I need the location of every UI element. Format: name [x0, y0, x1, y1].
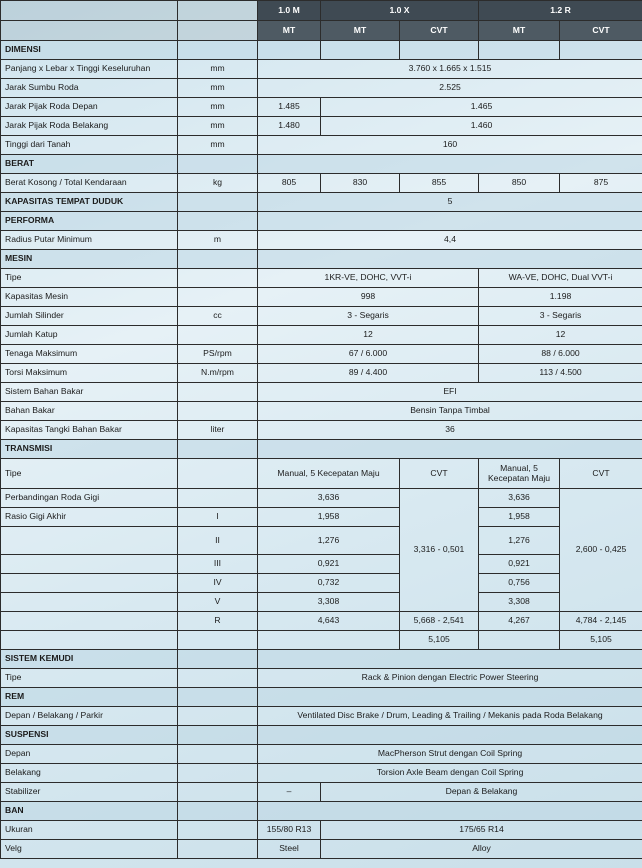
row-value: 1,276 — [258, 527, 400, 555]
row-value: 5 — [258, 193, 642, 212]
row-unit: mm — [178, 60, 258, 79]
table-row — [1, 783, 642, 802]
header-unit-corner — [178, 1, 258, 21]
row-value: 88 / 6.000 — [479, 345, 642, 364]
section-title: DIMENSI — [1, 41, 178, 60]
section-title: KAPASITAS TEMPAT DUDUK — [1, 193, 178, 212]
row-label: Belakang — [1, 764, 178, 783]
row-value: 1.465 — [321, 98, 642, 117]
table-row — [1, 527, 642, 555]
section-performa — [1, 212, 642, 231]
row-value: 3,316 - 0,501 — [400, 489, 479, 612]
row-label: Tipe — [1, 459, 178, 489]
table-row — [1, 136, 642, 155]
row-value: 1KR-VE, DOHC, VVT-i — [258, 269, 479, 288]
gear-label: R — [178, 612, 258, 631]
section-title: MESIN — [1, 250, 178, 269]
row-value: Bensin Tanpa Timbal — [258, 402, 642, 421]
row-value: 0,732 — [258, 574, 400, 593]
table-row — [1, 508, 642, 527]
row-value: MacPherson Strut dengan Coil Spring — [258, 745, 642, 764]
row-label: Rasio Gigi Akhir — [1, 508, 178, 527]
row-value: 3 - Segaris — [258, 307, 479, 326]
row-label: Depan — [1, 745, 178, 764]
table-row — [1, 593, 642, 612]
row-label: Kapasitas Mesin — [1, 288, 178, 307]
row-label: Jarak Pijak Roda Belakang — [1, 117, 178, 136]
row-value: 805 — [258, 174, 321, 193]
row-value: 3.760 x 1.665 x 1.515 — [258, 60, 642, 79]
row-value: 4,784 - 2,145 — [560, 612, 642, 631]
section-title: BERAT — [1, 155, 178, 174]
section-rem — [1, 688, 642, 707]
section-title: TRANSMISI — [1, 440, 178, 459]
table-row — [1, 345, 642, 364]
row-value: 1,276 — [479, 527, 560, 555]
row-label: Kapasitas Tangki Bahan Bakar — [1, 421, 178, 440]
section-kapasitas — [1, 193, 642, 212]
row-unit: mm — [178, 98, 258, 117]
table-row — [1, 764, 642, 783]
row-label: Velg — [1, 840, 178, 859]
table-row — [1, 612, 642, 631]
row-value: EFI — [258, 383, 642, 402]
row-value: 113 / 4.500 — [479, 364, 642, 383]
table-row — [1, 174, 642, 193]
row-value: 3,636 — [258, 489, 400, 508]
table-row — [1, 631, 642, 650]
row-value: 4,267 — [479, 612, 560, 631]
row-value: 1.480 — [258, 117, 321, 136]
header-sub: MT — [321, 21, 400, 41]
table-row — [1, 307, 642, 326]
header-sub: MT — [479, 21, 560, 41]
row-value: 3,308 — [258, 593, 400, 612]
row-value: Manual, 5 Kecepatan Maju — [479, 459, 560, 489]
row-label: Torsi Maksimum — [1, 364, 178, 383]
table-row — [1, 489, 642, 508]
row-value: 1,958 — [479, 508, 560, 527]
gear-label: III — [178, 555, 258, 574]
row-value: Torsion Axle Beam dengan Coil Spring — [258, 764, 642, 783]
row-value: 12 — [479, 326, 642, 345]
row-value: 175/65 R14 — [321, 821, 642, 840]
row-label: Depan / Belakang / Parkir — [1, 707, 178, 726]
row-unit: mm — [178, 136, 258, 155]
table-row — [1, 745, 642, 764]
row-label: Stabilizer — [1, 783, 178, 802]
row-value: CVT — [560, 459, 642, 489]
row-value: Depan & Belakang — [321, 783, 642, 802]
row-unit: cc — [178, 307, 258, 326]
header-sub: MT — [258, 21, 321, 41]
section-berat — [1, 155, 642, 174]
header-group-1-2-r: 1.2 R — [479, 1, 642, 21]
row-value: 89 / 4.400 — [258, 364, 479, 383]
header-row-subs — [1, 21, 642, 41]
row-unit: N.m/rpm — [178, 364, 258, 383]
row-value: 5,105 — [400, 631, 479, 650]
row-value: 1.198 — [479, 288, 642, 307]
row-value: 2,600 - 0,425 — [560, 489, 642, 612]
row-value: 67 / 6.000 — [258, 345, 479, 364]
table-row — [1, 326, 642, 345]
row-label: Tipe — [1, 669, 178, 688]
row-label: Sistem Bahan Bakar — [1, 383, 178, 402]
row-unit: mm — [178, 117, 258, 136]
section-title: PERFORMA — [1, 212, 178, 231]
row-unit: m — [178, 231, 258, 250]
row-value: 5,668 - 2,541 — [400, 612, 479, 631]
header-group-1-0-m: 1.0 M — [258, 1, 321, 21]
row-value: 0,921 — [258, 555, 400, 574]
section-title: SUSPENSI — [1, 726, 178, 745]
table-row — [1, 555, 642, 574]
row-value: 12 — [258, 326, 479, 345]
row-label: Ukuran — [1, 821, 178, 840]
row-value: 160 — [258, 136, 642, 155]
row-label: Bahan Bakar — [1, 402, 178, 421]
gear-label: I — [178, 508, 258, 527]
row-label: Jarak Sumbu Roda — [1, 79, 178, 98]
row-value: Ventilated Disc Brake / Drum, Leading & Trailing / Mekanis pada Roda Belakang — [258, 707, 642, 726]
row-value: 5,105 — [560, 631, 642, 650]
section-title: REM — [1, 688, 178, 707]
row-value: 855 — [400, 174, 479, 193]
row-label: Tinggi dari Tanah — [1, 136, 178, 155]
row-value: 1.460 — [321, 117, 642, 136]
row-value: CVT — [400, 459, 479, 489]
table-row — [1, 840, 642, 859]
row-value: 0,921 — [479, 555, 560, 574]
row-value: 875 — [560, 174, 642, 193]
table-row — [1, 707, 642, 726]
row-value: 998 — [258, 288, 479, 307]
row-value: 850 — [479, 174, 560, 193]
row-label: Jumlah Silinder — [1, 307, 178, 326]
row-value: 3,636 — [479, 489, 560, 508]
row-unit: mm — [178, 79, 258, 98]
row-value: Steel — [258, 840, 321, 859]
table-row — [1, 288, 642, 307]
table-row — [1, 60, 642, 79]
header-sub: CVT — [560, 21, 642, 41]
table-row — [1, 364, 642, 383]
row-value: 155/80 R13 — [258, 821, 321, 840]
table-row — [1, 117, 642, 136]
section-ban — [1, 802, 642, 821]
row-label: Berat Kosong / Total Kendaraan — [1, 174, 178, 193]
row-label: Radius Putar Minimum — [1, 231, 178, 250]
table-row — [1, 231, 642, 250]
row-value: 4,4 — [258, 231, 642, 250]
gear-label: IV — [178, 574, 258, 593]
row-value: WA-VE, DOHC, Dual VVT-i — [479, 269, 642, 288]
row-value: Rack & Pinion dengan Electric Power Steering — [258, 669, 642, 688]
row-value: 830 — [321, 174, 400, 193]
section-kemudi — [1, 650, 642, 669]
row-value: 4,643 — [258, 612, 400, 631]
row-value: 3 - Segaris — [479, 307, 642, 326]
section-suspensi — [1, 726, 642, 745]
table-row — [1, 79, 642, 98]
row-value: 3,308 — [479, 593, 560, 612]
table-row — [1, 98, 642, 117]
table-row — [1, 421, 642, 440]
row-value: 0,756 — [479, 574, 560, 593]
row-label: Panjang x Lebar x Tinggi Keseluruhan — [1, 60, 178, 79]
row-value: 1,958 — [258, 508, 400, 527]
header-corner — [1, 1, 178, 21]
row-value: 36 — [258, 421, 642, 440]
table-row — [1, 402, 642, 421]
table-row — [1, 459, 642, 489]
row-value: Alloy — [321, 840, 642, 859]
section-title: SISTEM KEMUDI — [1, 650, 178, 669]
gear-label: V — [178, 593, 258, 612]
header-row-groups — [1, 1, 642, 21]
section-title: BAN — [1, 802, 178, 821]
row-value: Manual, 5 Kecepatan Maju — [258, 459, 400, 489]
section-mesin — [1, 250, 642, 269]
row-label: Jumlah Katup — [1, 326, 178, 345]
table-row — [1, 574, 642, 593]
row-unit: liter — [178, 421, 258, 440]
gear-label: II — [178, 527, 258, 555]
row-value: – — [258, 783, 321, 802]
table-row — [1, 383, 642, 402]
section-dimensi — [1, 41, 642, 60]
row-unit: kg — [178, 174, 258, 193]
row-label: Tenaga Maksimum — [1, 345, 178, 364]
row-label: Perbandingan Roda Gigi — [1, 489, 178, 508]
header-sub: CVT — [400, 21, 479, 41]
row-label: Tipe — [1, 269, 178, 288]
section-transmisi — [1, 440, 642, 459]
table-row — [1, 669, 642, 688]
row-unit: PS/rpm — [178, 345, 258, 364]
table-row — [1, 269, 642, 288]
row-label: Jarak Pijak Roda Depan — [1, 98, 178, 117]
header-group-1-0-x: 1.0 X — [321, 1, 479, 21]
table-row — [1, 821, 642, 840]
row-value: 1.485 — [258, 98, 321, 117]
row-value: 2.525 — [258, 79, 642, 98]
